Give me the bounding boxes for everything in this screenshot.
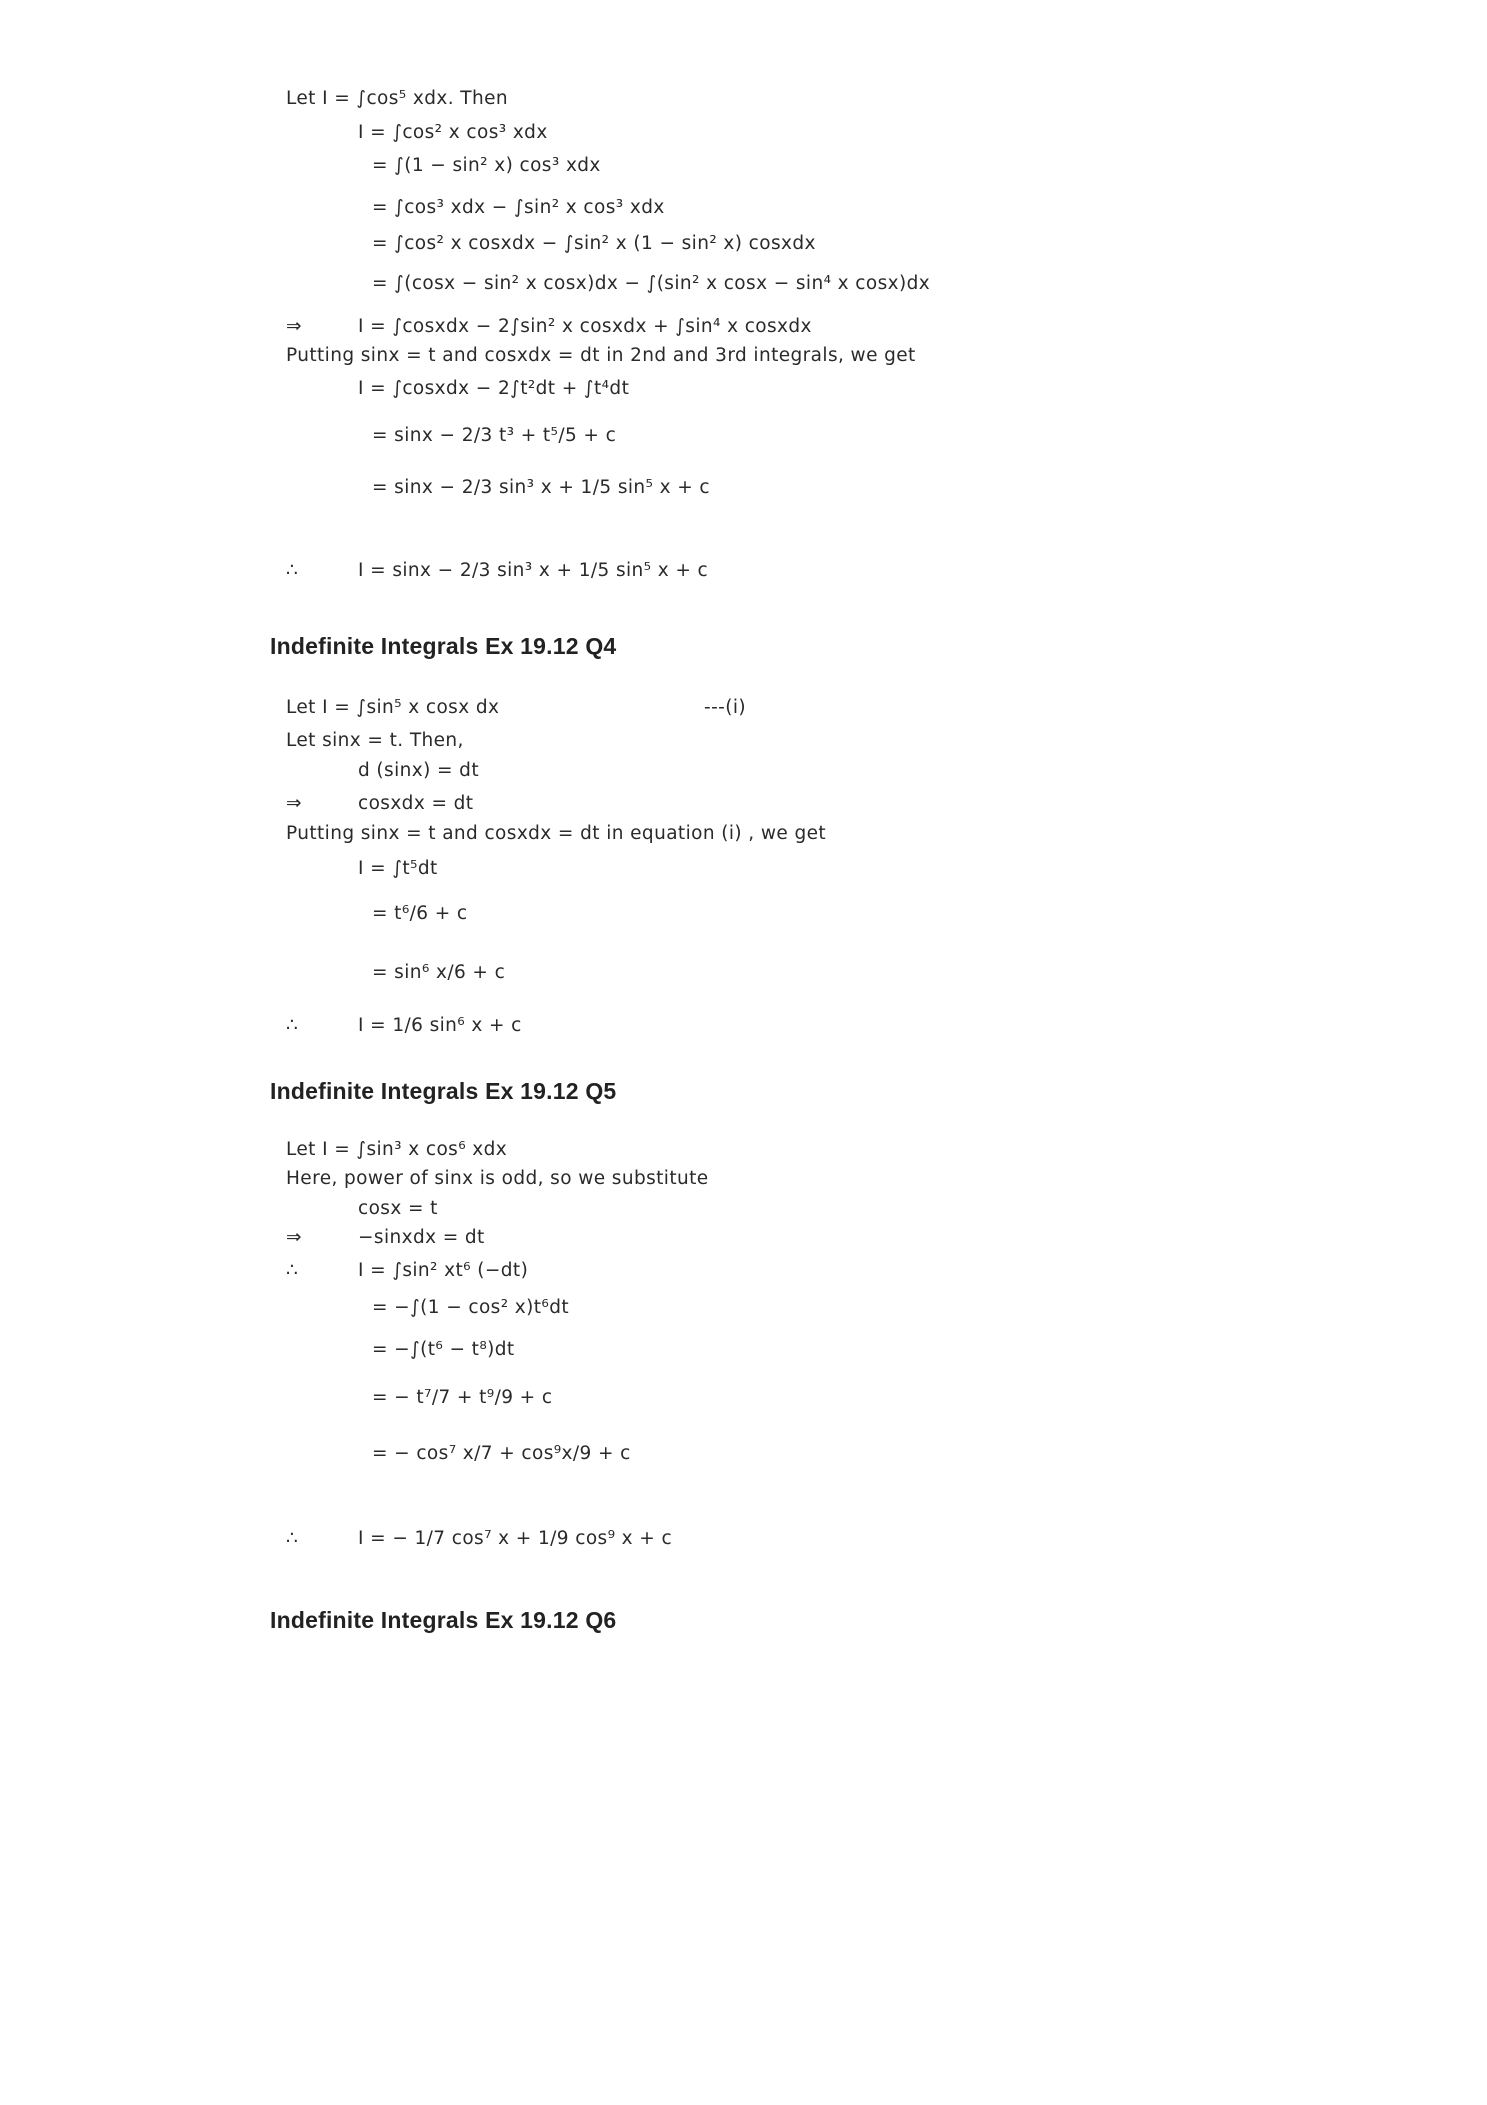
q3-step-1: I = ∫cos² x cos³ xdx [358, 122, 548, 143]
q5-differential: −sinxdx = dt [358, 1227, 485, 1248]
q5-implies-symbol: ⇒ [286, 1227, 302, 1248]
q3-step-3: = ∫cos³ xdx − ∫sin² x cos³ xdx [372, 197, 665, 218]
q3-step-2: = ∫(1 − sin² x) cos³ xdx [372, 155, 601, 176]
q5-step-5: = − cos⁷ x/7 + cos⁹x/9 + c [372, 1443, 631, 1464]
q3-step-8: = sinx − 2/3 t³ + t⁵/5 + c [372, 425, 617, 446]
q3-implies-symbol: ⇒ [286, 316, 302, 337]
q5-step-4: = − t⁷/7 + t⁹/9 + c [372, 1387, 553, 1408]
heading-q4: Indefinite Integrals Ex 19.12 Q4 [270, 633, 617, 659]
q4-differential: d (sinx) = dt [358, 760, 479, 781]
q3-step-7: I = ∫cosxdx − 2∫t²dt + ∫t⁴dt [358, 378, 630, 399]
q3-intro: Let I = ∫cos⁵ xdx. Then [286, 88, 509, 109]
q4-therefore-symbol: ∴ [286, 1015, 299, 1036]
q4-intro: Let I = ∫sin⁵ x cosx dx [286, 697, 500, 718]
q5-step-1: I = ∫sin² xt⁶ (−dt) [358, 1260, 529, 1281]
q3-therefore-symbol: ∴ [286, 560, 299, 581]
q3-step-5: = ∫(cosx − sin² x cosx)dx − ∫(sin² x cosx − sin⁴ x cosx)dx [372, 273, 931, 294]
q5-step-2: = −∫(1 − cos² x)t⁶dt [372, 1297, 570, 1318]
q3-step-6: I = ∫cosxdx − 2∫sin² x cosxdx + ∫sin⁴ x cosxdx [358, 316, 812, 337]
q4-result: I = 1/6 sin⁶ x + c [358, 1015, 522, 1036]
q4-implies-symbol: ⇒ [286, 793, 302, 814]
q4-equation-tag: ---(i) [704, 697, 747, 718]
q4-putting: Putting sinx = t and cosxdx = dt in equation (i) , we get [286, 823, 827, 844]
q4-differential-2: cosxdx = dt [358, 793, 474, 814]
q5-therefore-symbol-2: ∴ [286, 1528, 299, 1549]
heading-q6: Indefinite Integrals Ex 19.12 Q6 [270, 1607, 617, 1633]
heading-q5: Indefinite Integrals Ex 19.12 Q5 [270, 1078, 617, 1104]
q4-let: Let sinx = t. Then, [286, 730, 464, 751]
q5-here: Here, power of sinx is odd, so we substitute [286, 1168, 709, 1189]
q4-step-3: = sin⁶ x/6 + c [372, 962, 506, 983]
q5-intro: Let I = ∫sin³ x cos⁶ xdx [286, 1139, 508, 1160]
q3-result: I = sinx − 2/3 sin³ x + 1/5 sin⁵ x + c [358, 560, 709, 581]
q5-therefore-symbol: ∴ [286, 1260, 299, 1281]
q3-step-9: = sinx − 2/3 sin³ x + 1/5 sin⁵ x + c [372, 477, 710, 498]
q5-step-3: = −∫(t⁶ − t⁸)dt [372, 1339, 515, 1360]
q3-putting: Putting sinx = t and cosxdx = dt in 2nd and 3rd integrals, we get [286, 345, 916, 366]
q4-step-2: = t⁶/6 + c [372, 903, 468, 924]
q5-substitution: cosx = t [358, 1198, 438, 1219]
q4-step-1: I = ∫t⁵dt [358, 858, 438, 879]
q3-step-4: = ∫cos² x cosxdx − ∫sin² x (1 − sin² x) cosxdx [372, 233, 816, 254]
q5-result: I = − 1/7 cos⁷ x + 1/9 cos⁹ x + c [358, 1528, 673, 1549]
